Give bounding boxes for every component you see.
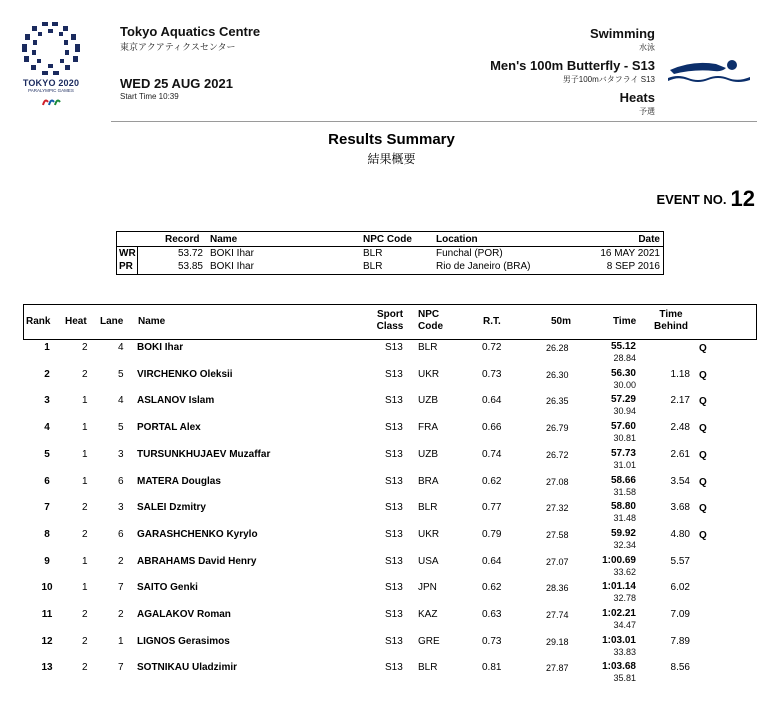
lane-cell: 4: [118, 342, 124, 353]
lane-cell: 2: [118, 609, 124, 620]
time-behind-cell: 3.54: [670, 475, 690, 487]
sport-class-cell: S13: [385, 422, 403, 434]
record-location: Funchal (POR): [436, 248, 503, 259]
record-type: PR: [119, 261, 133, 272]
record-location: Rio de Janeiro (BRA): [436, 261, 531, 272]
lane-cell: 2: [118, 555, 124, 567]
split-second-cell: 35.81: [613, 673, 636, 684]
time-cell: 1:03.01: [602, 634, 636, 646]
rank-cell: 6: [44, 475, 50, 487]
heat-cell: 2: [82, 528, 88, 540]
time-cell: 55.12: [610, 341, 636, 352]
heat-cell: 2: [82, 342, 88, 353]
split-second-cell: 33.62: [613, 566, 636, 577]
sport-name-jp: 水泳: [639, 43, 655, 52]
col-time: Time: [613, 316, 637, 327]
name-cell: GARASHCHENKO Kyrylo: [137, 528, 258, 540]
lane-cell: 4: [118, 395, 124, 407]
split-second-cell: 31.48: [613, 513, 636, 524]
phase-name-jp: 予選: [639, 107, 655, 116]
rank-cell: 12: [41, 635, 53, 647]
heat-cell: 1: [82, 582, 88, 594]
sport-class-cell: S13: [385, 635, 403, 647]
npc-cell: USA: [418, 555, 439, 567]
lane-cell: 5: [118, 368, 124, 380]
col-lane: Lane: [100, 316, 124, 327]
col-heat: Heat: [65, 316, 87, 327]
records-header-date: Date: [638, 234, 660, 245]
rank-cell: 4: [44, 422, 50, 434]
record-holder: BOKI Ihar: [210, 261, 254, 272]
event-name: Men's 100m Butterfly - S13: [490, 58, 655, 73]
event-date: WED 25 AUG 2021: [120, 76, 233, 91]
rank-cell: 1: [44, 342, 50, 353]
sport-class-cell: S13: [385, 368, 403, 380]
rt-cell: 0.81: [482, 662, 502, 674]
npc-cell: GRE: [418, 635, 440, 647]
rt-cell: 0.63: [482, 609, 502, 620]
venue-name: Tokyo Aquatics Centre: [120, 24, 261, 39]
heat-cell: 1: [82, 448, 88, 460]
col-rt: R.T.: [483, 316, 501, 327]
npc-cell: JPN: [418, 582, 437, 594]
results-summary-title: [0, 131, 783, 167]
name-cell: BOKI Ihar: [137, 342, 184, 353]
name-cell: LIGNOS Gerasimos: [137, 635, 230, 647]
venue-name-jp: 東京アクアティクスセンター: [120, 42, 236, 52]
lane-cell: 5: [118, 422, 124, 434]
rank-cell: 8: [44, 528, 50, 540]
record-time: 53.72: [177, 248, 203, 259]
time-behind-cell: 5.57: [670, 555, 690, 567]
records-header-location: Location: [436, 234, 478, 245]
records-header-name: Name: [210, 234, 238, 245]
qualified-marker: Q: [699, 503, 707, 515]
split-second-cell: 30.94: [613, 406, 636, 417]
col-npc-2: Code: [418, 321, 443, 332]
heat-cell: 2: [82, 635, 88, 647]
table-row: [0, 474, 783, 500]
records-header-record: Record: [165, 234, 200, 245]
sport-class-cell: S13: [385, 502, 403, 514]
heat-cell: 1: [82, 395, 88, 407]
table-row: [0, 607, 783, 633]
record-time: 53.85: [177, 261, 203, 272]
logo-subtitle: PARALYMPIC GAMES: [28, 88, 74, 93]
split-50m-cell: 27.08: [546, 476, 569, 487]
record-date: 16 MAY 2021: [600, 248, 660, 259]
event-number: [656, 186, 755, 212]
table-row: [0, 527, 783, 553]
col-50m: 50m: [551, 316, 572, 327]
time-behind-cell: 6.02: [670, 582, 690, 594]
col-npc-1: NPC: [418, 309, 440, 320]
npc-cell: KAZ: [418, 609, 438, 620]
lane-cell: 1: [118, 635, 124, 647]
split-50m-cell: 26.28: [546, 343, 569, 353]
rt-cell: 0.62: [482, 582, 502, 594]
split-second-cell: 28.84: [613, 353, 636, 363]
record-type: WR: [119, 248, 136, 259]
results-header: [23, 304, 757, 340]
qualified-marker: Q: [699, 423, 707, 435]
npc-cell: FRA: [418, 422, 438, 434]
event-header: [490, 26, 655, 117]
sport-name: Swimming: [589, 26, 655, 41]
col-time-behind-2: Behind: [654, 321, 688, 332]
record-npc: BLR: [363, 248, 383, 259]
split-second-cell: 32.78: [613, 593, 636, 604]
time-behind-cell: 2.48: [670, 422, 690, 434]
lane-cell: 7: [118, 662, 124, 674]
split-50m-cell: 27.58: [546, 529, 569, 540]
time-behind-cell: 1.18: [670, 368, 690, 380]
rank-cell: 5: [44, 448, 50, 460]
table-row: [0, 367, 783, 393]
sport-class-cell: S13: [385, 448, 403, 460]
logo-title: TOKYO 2020: [22, 78, 80, 88]
table-row: [0, 500, 783, 526]
agitos-icon: [41, 96, 61, 108]
records-header-row: [117, 233, 663, 247]
col-sport-class-1: Sport: [376, 309, 404, 320]
npc-cell: UZB: [418, 448, 438, 460]
rank-cell: 9: [44, 555, 50, 567]
lane-cell: 3: [118, 448, 124, 460]
sport-class-cell: S13: [385, 555, 403, 567]
name-cell: TURSUNKHUJAEV Muzaffar: [137, 448, 271, 460]
npc-cell: UKR: [418, 528, 440, 540]
rt-cell: 0.79: [482, 528, 502, 540]
split-50m-cell: 29.18: [546, 636, 569, 647]
rt-cell: 0.64: [482, 555, 502, 567]
time-cell: 57.73: [610, 447, 636, 459]
table-row: [0, 420, 783, 446]
time-behind-cell: 4.80: [670, 528, 690, 540]
rank-cell: 10: [41, 582, 53, 594]
col-sport-class-2: Class: [376, 321, 404, 332]
lane-cell: 6: [118, 528, 124, 540]
heat-cell: 2: [82, 609, 88, 620]
npc-cell: BLR: [418, 502, 438, 514]
rank-cell: 7: [44, 502, 50, 514]
record-date: 8 SEP 2016: [606, 261, 660, 272]
npc-cell: BLR: [418, 342, 438, 353]
time-cell: 58.80: [610, 501, 636, 513]
sport-class-cell: S13: [385, 662, 403, 674]
time-behind-cell: 3.68: [670, 502, 690, 514]
sport-class-cell: S13: [385, 609, 403, 620]
table-row: [0, 447, 783, 473]
split-50m-cell: 27.07: [546, 556, 569, 567]
table-row: [0, 580, 783, 606]
lane-cell: 6: [118, 475, 124, 487]
table-row: [0, 340, 783, 366]
time-behind-cell: 7.09: [670, 609, 690, 620]
rank-cell: 3: [44, 395, 50, 407]
npc-cell: BRA: [418, 475, 439, 487]
time-behind-cell: 8.56: [670, 662, 690, 674]
time-cell: 1:03.68: [602, 661, 636, 673]
name-cell: PORTAL Alex: [137, 422, 201, 434]
name-cell: VIRCHENKO Oleksii: [137, 368, 233, 380]
rt-cell: 0.72: [482, 342, 502, 353]
swimming-pictogram-icon: [664, 56, 752, 84]
npc-cell: UKR: [418, 368, 440, 380]
heat-cell: 2: [82, 662, 88, 674]
summary-title-jp: 結果概要: [367, 152, 416, 166]
header-divider: [111, 121, 757, 122]
name-cell: ABRAHAMS David Henry: [137, 555, 257, 567]
split-second-cell: 30.81: [613, 433, 636, 444]
table-row: [0, 660, 783, 686]
event-name-jp: 男子100mバタフライ S13: [562, 75, 655, 84]
heat-cell: 1: [82, 475, 88, 487]
rt-cell: 0.77: [482, 502, 502, 514]
time-behind-cell: 2.61: [670, 448, 690, 460]
event-number-label: EVENT NO.: [656, 192, 727, 207]
table-row: [0, 554, 783, 580]
heat-cell: 1: [82, 555, 88, 567]
split-second-cell: 30.00: [613, 379, 636, 390]
split-second-cell: 31.01: [613, 459, 636, 470]
name-cell: AGALAKOV Roman: [137, 609, 231, 620]
venue-block: [120, 24, 260, 53]
qualified-marker: Q: [699, 369, 707, 381]
records-header-npc: NPC Code: [363, 234, 412, 245]
time-cell: 56.30: [610, 367, 636, 379]
split-second-cell: 31.58: [613, 486, 636, 497]
rt-cell: 0.66: [482, 422, 502, 434]
rank-cell: 13: [41, 662, 53, 674]
heat-cell: 2: [82, 368, 88, 380]
split-second-cell: 34.47: [613, 620, 636, 630]
rt-cell: 0.74: [482, 448, 502, 460]
split-second-cell: 32.34: [613, 539, 636, 550]
event-number-value: 12: [730, 186, 755, 211]
name-cell: MATERA Douglas: [137, 475, 221, 487]
records-row: [117, 260, 663, 273]
split-50m-cell: 28.36: [546, 583, 569, 594]
lane-cell: 3: [118, 502, 124, 514]
name-cell: SOTNIKAU Uladzimir: [137, 662, 238, 674]
col-time-behind-1: Time: [659, 309, 683, 320]
split-50m-cell: 26.79: [546, 423, 569, 434]
time-cell: 59.92: [610, 527, 636, 539]
time-cell: 57.60: [610, 421, 636, 433]
rt-cell: 0.73: [482, 368, 502, 380]
col-rank: Rank: [26, 316, 51, 327]
rt-cell: 0.64: [482, 395, 502, 407]
emblem-icon: [16, 20, 86, 78]
split-50m-cell: 26.30: [546, 369, 569, 380]
records-table: [116, 231, 664, 275]
name-cell: SAITO Genki: [137, 582, 198, 594]
time-cell: 1:01.14: [602, 581, 636, 593]
table-row: [0, 634, 783, 660]
split-50m-cell: 26.72: [546, 449, 569, 460]
tokyo-2020-paralympic-logo: [16, 20, 86, 120]
time-cell: 57.29: [610, 394, 636, 406]
split-50m-cell: 26.35: [546, 396, 569, 407]
rt-cell: 0.62: [482, 475, 502, 487]
heat-cell: 1: [82, 422, 88, 434]
time-behind-cell: 2.17: [670, 395, 690, 407]
records-row: [117, 247, 663, 260]
phase-name: Heats: [619, 90, 655, 105]
split-50m-cell: 27.74: [546, 610, 569, 620]
time-cell: 58.66: [610, 474, 636, 486]
npc-cell: UZB: [418, 395, 438, 407]
rt-cell: 0.73: [482, 635, 502, 647]
rank-cell: 2: [44, 368, 50, 380]
split-50m-cell: 27.87: [546, 663, 569, 674]
qualified-marker: Q: [699, 343, 707, 354]
lane-cell: 7: [118, 582, 124, 594]
heat-cell: 2: [82, 502, 88, 514]
name-cell: ASLANOV Islam: [137, 395, 215, 407]
qualified-marker: Q: [699, 529, 707, 541]
col-name: Name: [138, 316, 166, 327]
summary-title-en: Results Summary: [328, 131, 455, 148]
time-behind-cell: 7.89: [670, 635, 690, 647]
npc-cell: BLR: [418, 662, 438, 674]
split-second-cell: 33.83: [613, 646, 636, 657]
name-cell: SALEI Dzmitry: [137, 502, 206, 514]
sport-class-cell: S13: [385, 475, 403, 487]
time-cell: 1:02.21: [602, 608, 636, 619]
sport-class-cell: S13: [385, 528, 403, 540]
sport-class-cell: S13: [385, 582, 403, 594]
sport-class-cell: S13: [385, 342, 403, 353]
qualified-marker: Q: [699, 476, 707, 488]
qualified-marker: Q: [699, 396, 707, 408]
start-time: Start Time 10:39: [120, 92, 179, 101]
record-npc: BLR: [363, 261, 383, 272]
sport-class-cell: S13: [385, 395, 403, 407]
table-row: [0, 393, 783, 419]
qualified-marker: Q: [699, 449, 707, 461]
split-50m-cell: 27.32: [546, 503, 569, 514]
record-holder: BOKI Ihar: [210, 248, 254, 259]
time-cell: 1:00.69: [602, 554, 636, 566]
rank-cell: 11: [41, 609, 53, 620]
